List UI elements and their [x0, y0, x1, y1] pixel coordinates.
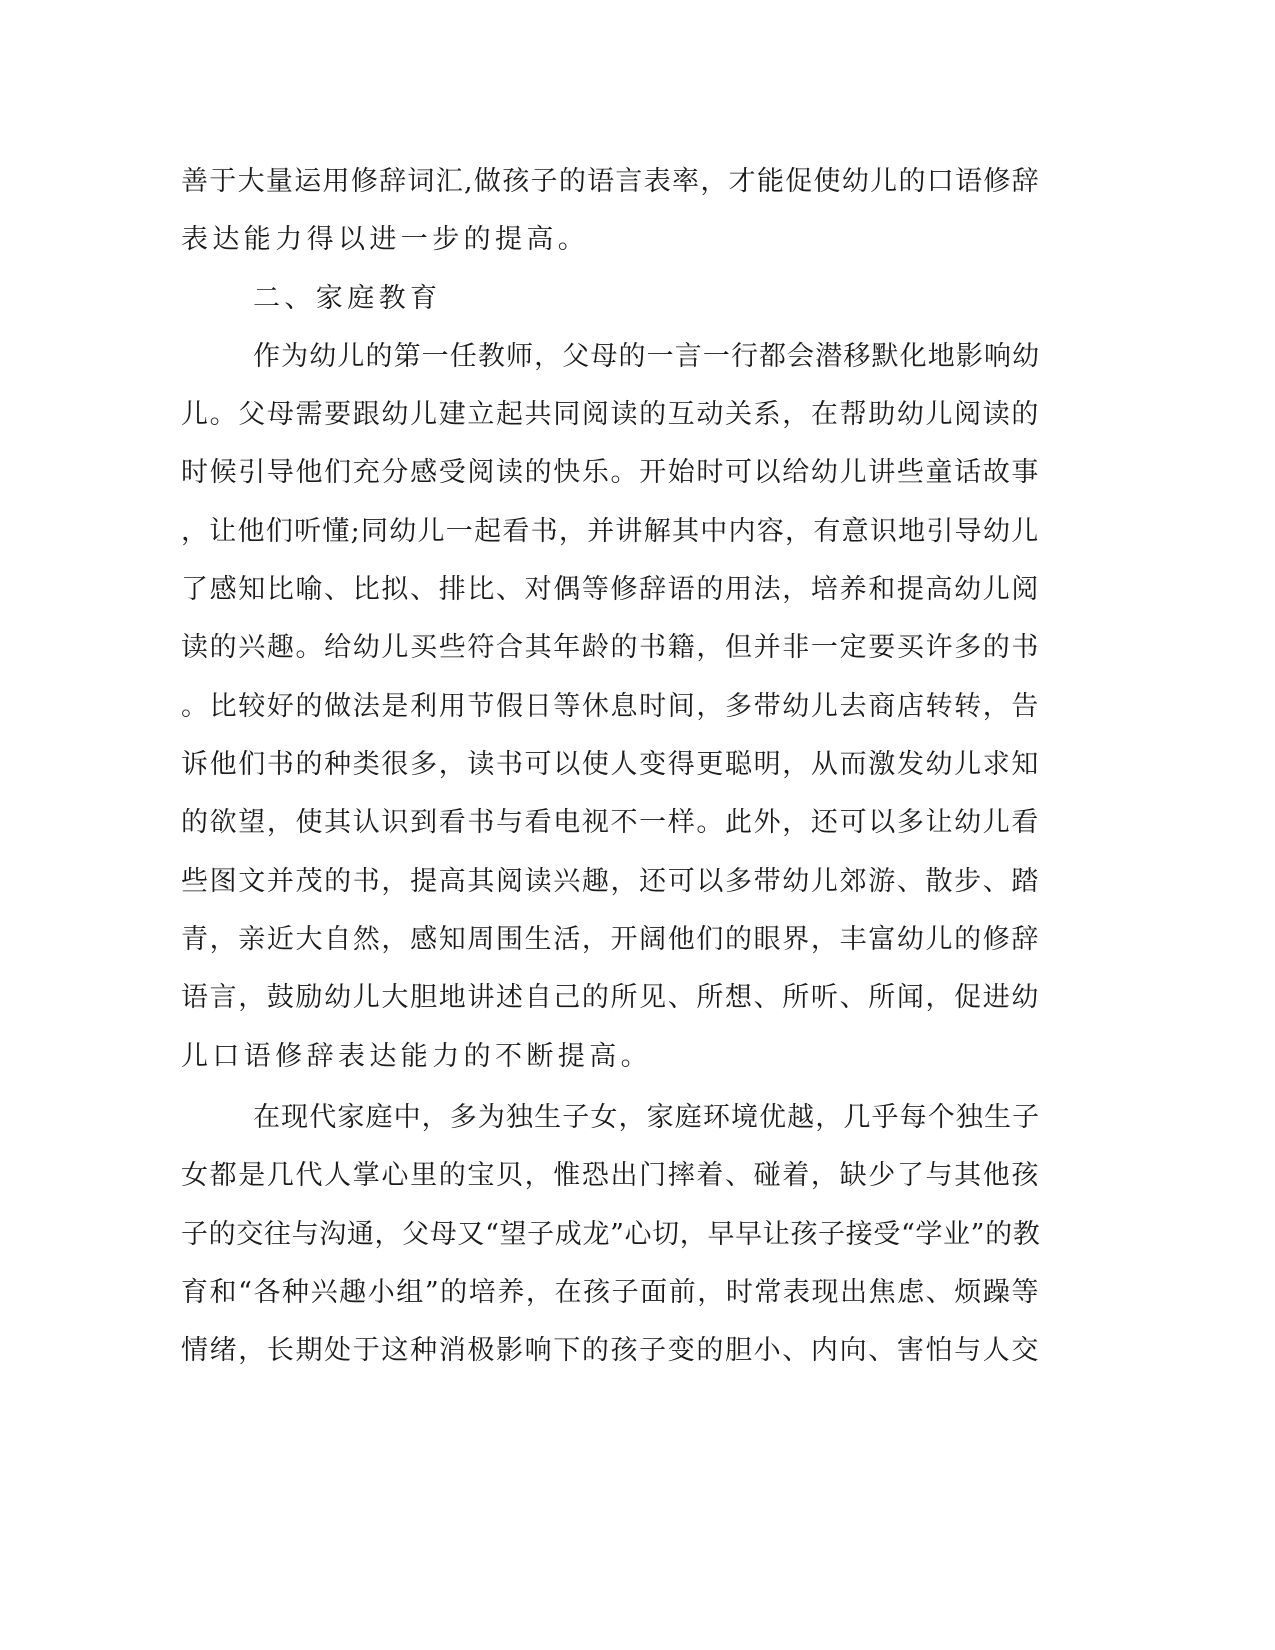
text-line: 。比较好的做法是利用节假日等休息时间，多带幼儿去商店转转，告	[181, 691, 1040, 722]
text-line: 读的兴趣。给幼儿买些符合其年龄的书籍，但并非一定要买许多的书	[181, 632, 1040, 663]
text-line: 儿口语修辞表达能力的不断提高。	[181, 1041, 652, 1072]
section-heading: 二、家庭教育	[253, 283, 442, 314]
text-line: 情绪，长期处于这种消极影响下的孩子变的胆小、内向、害怕与人交	[181, 1335, 1040, 1366]
text-line: 了感知比喻、比拟、排比、对偶等修辞语的用法，培养和提高幼儿阅	[181, 574, 1040, 605]
text-line: 些图文并茂的书，提高其阅读兴趣，还可以多带幼儿郊游、散步、踏	[181, 866, 1040, 897]
text-line: 女都是几代人掌心里的宝贝，惟恐出门摔着、碰着，缺少了与其他孩	[181, 1160, 1040, 1191]
text-line: 儿。父母需要跟幼儿建立起共同阅读的互动关系，在帮助幼儿阅读的	[181, 399, 1040, 430]
text-line: 诉他们书的种类很多，读书可以使人变得更聪明，从而激发幼儿求知	[181, 749, 1040, 780]
text-line: 时候引导他们充分感受阅读的快乐。开始时可以给幼儿讲些童话故事	[181, 457, 1040, 488]
text-line: 语言，鼓励幼儿大胆地讲述自己的所见、所想、所听、所闻，促进幼	[181, 982, 1040, 1013]
text-line: 表达能力得以进一步的提高。	[181, 224, 590, 255]
text-line: 育和“各种兴趣小组”的培养，在孩子面前，时常表现出焦虑、烦躁等	[181, 1277, 1041, 1308]
text-line: 善于大量运用修辞词汇,做孩子的语言表率，才能促使幼儿的口语修辞	[181, 166, 1040, 197]
text-line: 青，亲近大自然，感知周围生活，开阔他们的眼界，丰富幼儿的修辞	[181, 924, 1040, 955]
text-line: 子的交往与沟通，父母又“望子成龙”心切，早早让孩子接受“学业”的教	[181, 1219, 1041, 1250]
paragraph-start: 作为幼儿的第一任教师，父母的一言一行都会潜移默化地影响幼	[253, 341, 1041, 372]
text-line: ，让他们听懂;同幼儿一起看书，并讲解其中内容，有意识地引导幼儿	[181, 516, 1040, 547]
paragraph-start: 在现代家庭中，多为独生子女，家庭环境优越，几乎每个独生子	[253, 1102, 1041, 1133]
text-line: 的欲望，使其认识到看书与看电视不一样。此外，还可以多让幼儿看	[181, 807, 1040, 838]
